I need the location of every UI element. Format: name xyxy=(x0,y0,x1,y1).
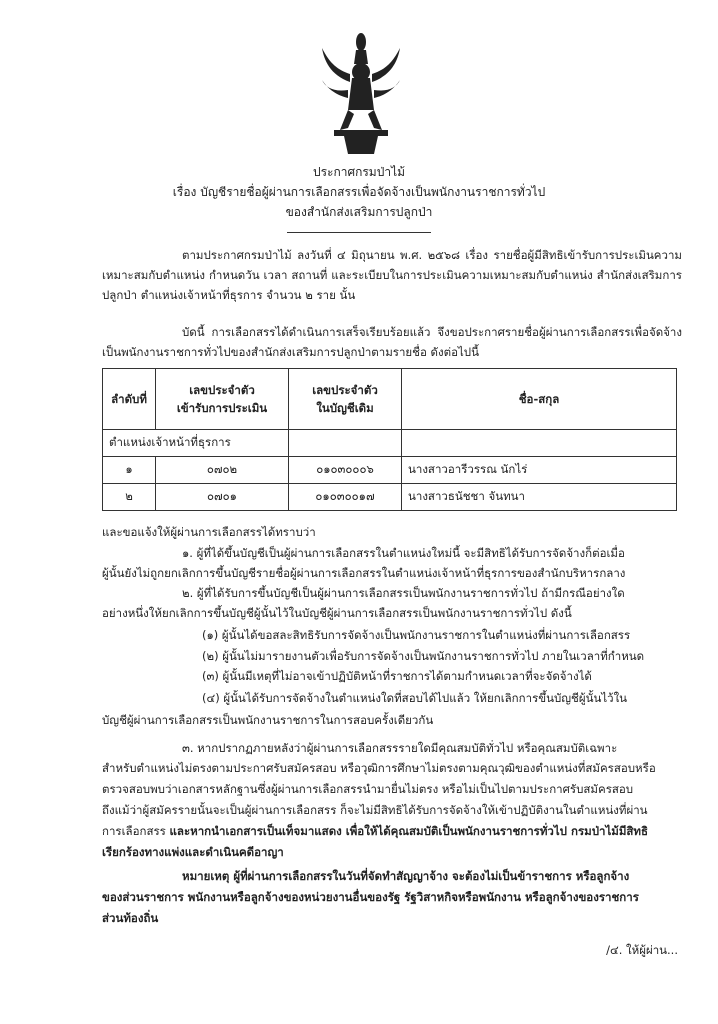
cell-name: นางสาวธนัชชา จันทนา xyxy=(402,484,677,511)
text-line: บัญชีผู้ผ่านการเลือกสรรเป็นพนักงานราชการในการสอบครั้งเดียวกัน xyxy=(102,713,434,727)
text-line: (๔) ผู้นั้นได้รับการจัดจ้างในตำแหน่งใดที่สอบได้ไปแล้ว ให้ยกเลิกการขึ้นบัญชีผู้นั้นไว้ใน xyxy=(202,691,628,705)
text-line: (๒) ผู้นั้นไม่มารายงานตัวเพื่อรับการจัดจ้างเป็นพนักงานราชการทั่วไป ภายในเวลาที่กำหนด xyxy=(202,649,645,663)
announcement-title: ประกาศกรมป่าไม้ xyxy=(312,165,406,179)
announcement-subject: เรื่อง บัญชีรายชื่อผู้ผ่านการเลือกสรรเพื่อจัดจ้างเป็นพนักงานราชการทั่วไป xyxy=(172,185,546,199)
cell-applicant-id: ๐๗๐๒ xyxy=(156,457,289,484)
text-line: เรียกร้องทางแพ่งและดำเนินคดีอาญา xyxy=(102,845,284,859)
header-name: ชื่อ-สกุล xyxy=(402,369,677,430)
remark-line: ของส่วนราชการ พนักงานหรือลูกจ้างของหน่วยงานอื่นของรัฐ รัฐวิสาหกิจหรือพนักงาน หรือลูกจ้างของราชการ xyxy=(102,890,639,904)
text-line: ๒. ผู้ที่ได้รับการขึ้นบัญชีเป็นผู้ผ่านการเลือกสรรเป็นพนักงานราชการทั่วไป ถ้ามีกรณีอย่างใด xyxy=(182,586,625,600)
announce-paragraph: บัดนี้ การเลือกสรรได้ดำเนินการเสร็จเรียบร้อยแล้ว จึงขอประกาศรายชื่อผู้ผ่านการเลือกสรรเพื่อจัดจ้างเป็นพนักงานราชการทั่วไปของสำนักส่งเสริมการปลูกป่าตามรายชื่อ ดังต่อไปนี้ xyxy=(102,325,682,359)
text-line: สำหรับตำแหน่งไม่ตรงตามประกาศรับสมัครสอบ หรือวุฒิการศึกษาไม่ตรงตามคุณวุฒิของตำแหน่งที่สมัครสอบหรือ xyxy=(102,761,656,775)
results-table xyxy=(102,368,677,511)
continuation-note: /๔. ให้ผู้ผ่าน... xyxy=(606,943,678,957)
header-order: ลำดับที่ xyxy=(103,369,156,430)
cell-order: ๒ xyxy=(103,484,156,511)
text-line: (๑) ผู้นั้นได้ขอสละสิทธิรับการจัดจ้างเป็นพนักงานราชการในตำแหน่งที่ผ่านการเลือกสรร xyxy=(202,628,631,642)
text-line: (๓) ผู้นั้นมีเหตุที่ไม่อาจเข้าปฏิบัติหน้าที่ราชการได้ตามกำหนดเวลาที่จะจัดจ้างได้ xyxy=(202,669,592,683)
garuda-emblem xyxy=(320,30,402,158)
remark-line: ส่วนท้องถิ่น xyxy=(102,911,159,925)
title-divider xyxy=(287,232,431,233)
text-line: ถึงแม้ว่าผู้สมัครรายนั้นจะเป็นผู้ผ่านการเลือกสรร ก็จะไม่มีสิทธิได้รับการจัดจ้างให้เข้าปฏิบัติงานในตำแหน่งที่ผ่าน xyxy=(102,803,648,817)
table-row xyxy=(103,484,677,511)
text-line: การเลือกสรร และหากนำเอกสารเป็นเท็จมาแสดง เพื่อให้ได้คุณสมบัติเป็นพนักงานราชการทั่วไป กรมป่าไม้มีสิทธิ xyxy=(102,824,649,838)
cell-applicant-id: ๐๗๐๑ xyxy=(156,484,289,511)
bold-clause: และหากนำเอกสารเป็นเท็จมาแสดง เพื่อให้ได้คุณสมบัติเป็นพนักงานราชการทั่วไป กรมป่าไม้มีสิทธิ xyxy=(169,824,649,838)
position-cell: ตำแหน่งเจ้าหน้าที่ธุรการ xyxy=(103,430,289,457)
header-old-id: เลขประจำตัว ในบัญชีเดิม xyxy=(289,369,402,430)
cell-old-id: ๐๑๐๓๐๐๐๖ xyxy=(289,457,402,484)
table-row xyxy=(103,430,677,457)
header-applicant-id: เลขประจำตัว เข้ารับการประเมิน xyxy=(156,369,289,430)
intro-paragraph: ตามประกาศกรมป่าไม้ ลงวันที่ ๔ มิถุนายน พ.ศ. ๒๕๖๘ เรื่อง รายชื่อผู้มีสิทธิเข้ารับการประเมินความเหมาะสมกับตำแหน่ง กำหนดวัน เวลา สถานที่ และระเบียบในการประเมินความเหมาะสมกับตำแหน่ง สำนักส่งเสริมการปลูกป่า ตำแหน่งเจ้าหน้าที่ธุรการ จำนวน ๒ ราย นั้น xyxy=(102,248,682,302)
text-line: ผู้นั้นยังไม่ถูกยกเลิกการขึ้นบัญชีรายชื่อผู้ผ่านการเลือกสรรในตำแหน่งเจ้าหน้าที่ธุรการของสำนักบริหารกลาง xyxy=(102,566,626,580)
cell-name: นางสาวอารีวรรณ นักไร่ xyxy=(402,457,677,484)
text-line: ๑. ผู้ที่ได้ขึ้นบัญชีเป็นผู้ผ่านการเลือกสรรในตำแหน่งใหม่นี้ จะมีสิทธิได้รับการจัดจ้างก็ต่อเมื่อ xyxy=(182,546,625,560)
cell-order: ๑ xyxy=(103,457,156,484)
notice-intro: และขอแจ้งให้ผู้ผ่านการเลือกสรรได้ทราบว่า xyxy=(102,525,316,539)
table-header-row xyxy=(103,369,677,430)
table-row xyxy=(103,457,677,484)
remark-line: หมายเหตุ ผู้ที่ผ่านการเลือกสรรในวันที่จัดทำสัญญาจ้าง จะต้องไม่เป็นข้าราชการ หรือลูกจ้าง xyxy=(182,869,630,883)
announcement-office: ของสำนักส่งเสริมการปลูกป่า xyxy=(285,205,433,219)
text-line: ตรวจสอบพบว่าเอกสารหลักฐานซึ่งผู้ผ่านการเลือกสรรนำมายื่นไม่ตรง หรือไม่เป็นไปตามประกาศรับสมัครสอบ xyxy=(102,782,634,796)
text-line: อย่างหนึ่งให้ยกเลิกการขึ้นบัญชีผู้นั้นไว้ในบัญชีผู้ผ่านการเลือกสรรเป็นพนักงานราชการทั่วไป ดังนี้ xyxy=(102,606,572,620)
cell-old-id: ๐๑๐๓๐๐๑๗ xyxy=(289,484,402,511)
text-line: ๓. หากปรากฏภายหลังว่าผู้ผ่านการเลือกสรรรายใดมีคุณสมบัติทั่วไป หรือคุณสมบัติเฉพาะ xyxy=(182,741,618,755)
